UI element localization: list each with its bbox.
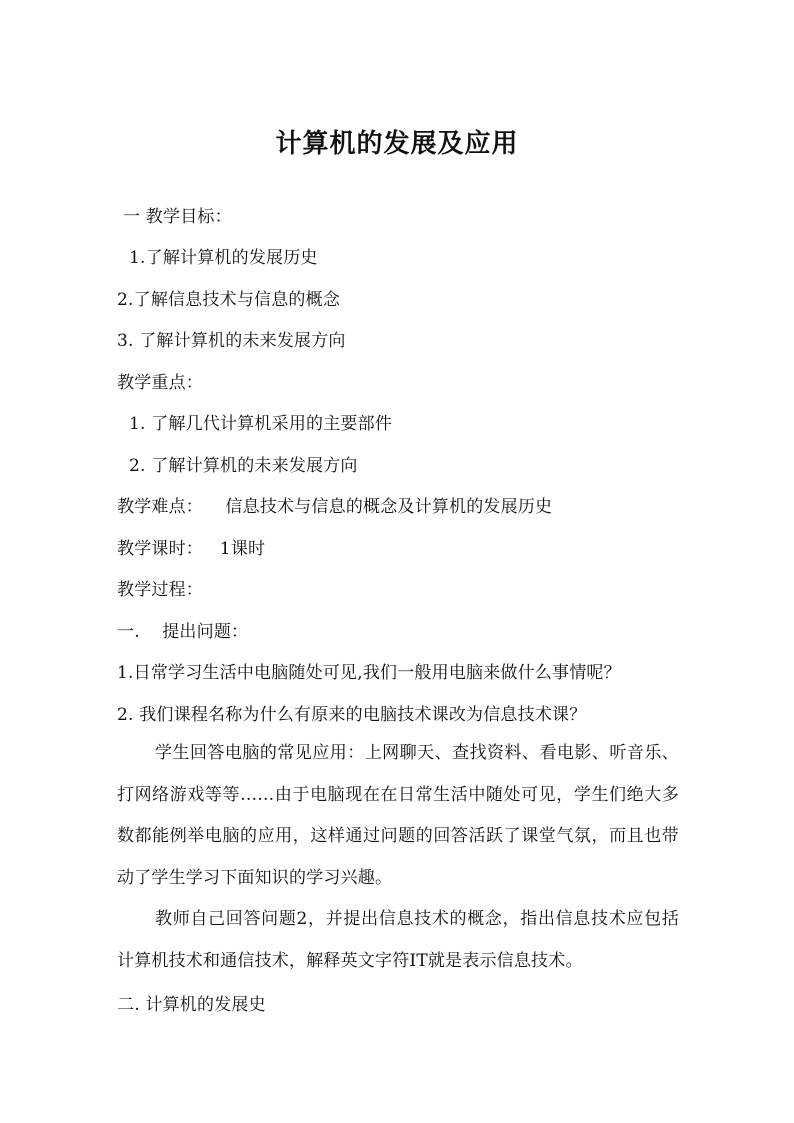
- objectives-heading: 一 教学目标：: [123, 207, 232, 227]
- key-point-item-2: 2. 了解计算机的未来发展方向: [129, 456, 358, 476]
- teacher-answer-paragraph: 教师自己回答问题2，并提出信息技术的概念，指出信息技术应包括计算机技术和通信技术，解释英文字符IT就是表示信息技术。: [117, 909, 679, 971]
- key-point-item-1: 1. 了解几代计算机采用的主要部件: [129, 414, 393, 434]
- question-1: 1.日常学习生活中电脑随处可见,我们一般用电脑来做什么事情呢？: [117, 663, 621, 683]
- section-one-heading: 一. 提出问题：: [117, 622, 249, 642]
- document-title: 计算机的发展及应用: [275, 129, 519, 159]
- section-two-heading: 二. 计算机的发展史: [117, 995, 266, 1015]
- key-points-heading: 教学重点：: [117, 373, 203, 393]
- objective-item-3: 3. 了解计算机的未来发展方向: [117, 331, 346, 351]
- student-answer-paragraph: 学生回答电脑的常见应用：上网聊天、查找资料、看电影、听音乐、打网络游戏等等……由于电脑现在在日常生活中随处可见，学生们绝大多数都能例举电脑的应用，这样通过问题的回答活跃了课堂气氛，而且也带动了学生学习下面知识的学习兴趣。: [117, 743, 679, 889]
- question-2: 2. 我们课程名称为什么有原来的电脑技术课改为信息技术课？: [117, 705, 587, 725]
- difficulties-line: 教学难点： 信息技术与信息的概念及计算机的发展历史: [117, 497, 553, 517]
- class-hours-line: 教学课时： 1课时: [117, 539, 266, 559]
- process-heading: 教学过程：: [117, 580, 203, 600]
- objective-item-2: 2.了解信息技术与信息的概念: [117, 290, 341, 310]
- objective-item-1: 1.了解计算机的发展历史: [129, 248, 318, 268]
